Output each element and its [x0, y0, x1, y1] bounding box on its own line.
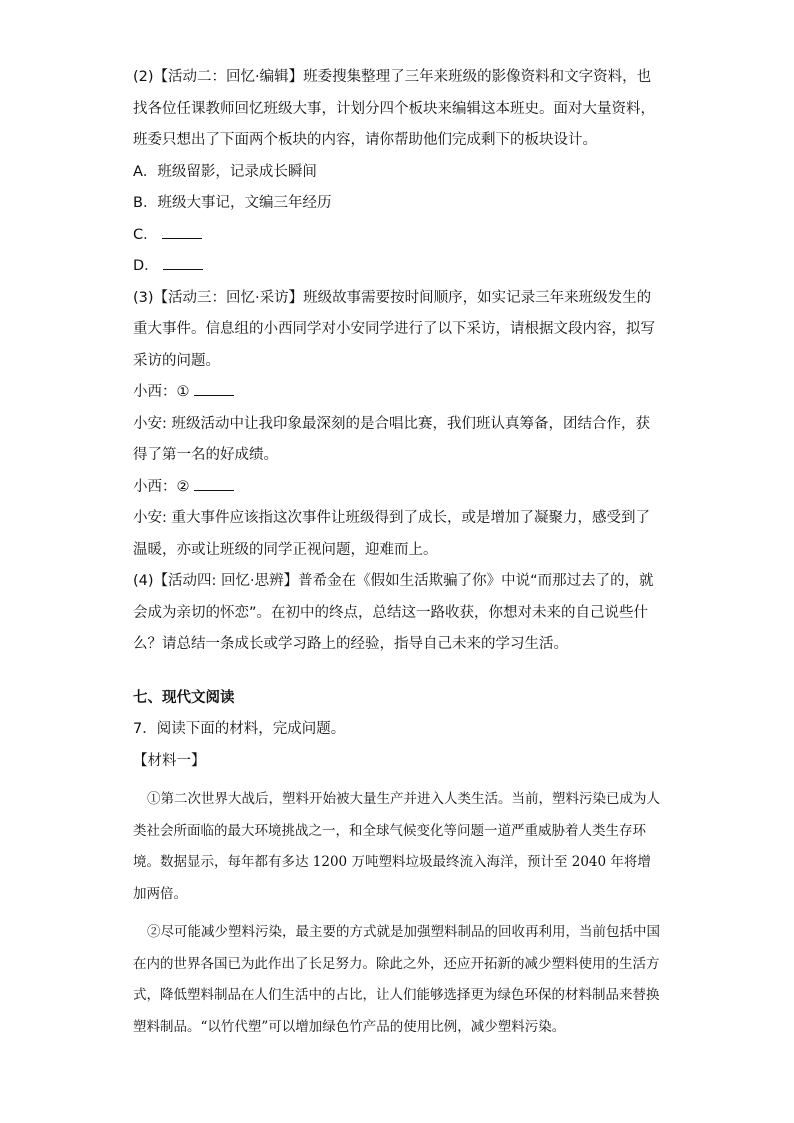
- option-d: [133, 251, 663, 283]
- material-paragraph-2: ②尽可能减少塑料污染，最主要的方式就是加强塑料制品的回收再利用，当前包括中国在内的世界各国已为此作出了长足努力。除此之外，还应开拓新的减少塑料使用的生活方式，降低塑料制品在人们生活中的占比，让人们能够选择更为绿色环保的材料制品来替换塑料制品。“以竹代塑”可以增加绿色竹产品的使用比例，减少塑料污染。: [133, 924, 660, 1035]
- interview-question-2-blank[interactable]: [194, 476, 234, 491]
- interview-question-2: [133, 472, 663, 504]
- interview-question-1-label: 小西：①: [133, 384, 190, 400]
- question-3-prompt: (3)【活动三：回忆·采访】班级故事需要按时间顺序，如实记录三年来班级发生的重大事件。信息组的小西同学对小安同学进行了以下采访，请根据文段内容，拟写采访的问题。: [133, 289, 655, 369]
- interview-question-2-label: 小西：②: [133, 478, 190, 495]
- material-paragraph-1: ①第二次世界大战后，塑料开始被大量生产并进入人类生活。当前，塑料污染已成为人类社会所面临的最大环境挑战之一，和全球气候变化等问题一道严重威胁着人类生存环境。数据显示，每年都有多达 1200 万吨塑料垃圾最终流入海洋，预计至 2040 年将增加两倍。: [133, 791, 660, 902]
- option-c-label: C．: [133, 226, 158, 243]
- option-a: A．班级留影，记录成长瞬间: [133, 163, 317, 180]
- question-7-prompt: 7．阅读下面的材料，完成问题。: [133, 721, 346, 737]
- interview-answer-1: 小安: 班级活动中让我印象最深刻的是合唱比赛，我们班认真筹备，团结合作，获得了第一名的好成绩。: [133, 415, 650, 463]
- option-d-blank[interactable]: [163, 255, 203, 270]
- paragraph-spacer: [133, 910, 663, 917]
- interview-answer-2: 小安: 重大事件应该指这次事件让班级得到了成长，或是增加了凝聚力，感受到了温暖，亦或让班级的同学正视问题，迎难而上。: [133, 510, 650, 558]
- material-1-title: 【材料一】: [133, 752, 206, 769]
- option-c-blank[interactable]: [162, 224, 202, 239]
- question-2-prompt: (2)【活动二：回忆·编辑】班委搜集整理了三年来班级的影像资料和文字资料，也找各位任课教师回忆班级大事，计划分四个板块来编辑这本班史。面对大量资料，班委只想出了下面两个板块的内容，请你帮助他们完成剩下的板块设计。: [133, 69, 655, 148]
- question-4-prompt: (4)【活动四: 回忆·思辨】普希金在《假如生活欺骗了你》中说“而那过去了的，就会成为亲切的怀恋”。在初中的终点，总结这一路收获，你想对未来的自己说些什么？请总结一条成长或学习路上的经验，指导自己未来的学习生活。: [133, 573, 654, 652]
- section-heading: 七、现代文阅读: [133, 689, 235, 706]
- section-spacer: [133, 661, 663, 683]
- option-c: [133, 220, 663, 252]
- document-page: [133, 62, 663, 1043]
- material-spacer: [133, 777, 663, 784]
- interview-question-1: [133, 377, 663, 409]
- option-b: B．班级大事记，文编三年经历: [133, 195, 332, 211]
- interview-question-1-blank[interactable]: [194, 381, 234, 396]
- option-d-label: D．: [133, 258, 159, 274]
